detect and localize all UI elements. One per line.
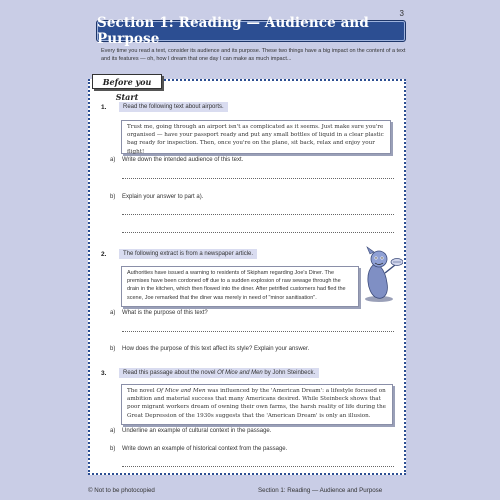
question-1b-letter: b) xyxy=(110,194,116,200)
cartoon-character-icon xyxy=(355,245,403,303)
question-1a-text: Write down the intended audience of this text. xyxy=(122,157,244,163)
answer-line[interactable] xyxy=(122,214,394,215)
answer-line[interactable] xyxy=(122,232,394,233)
question-1-textbox: Trust me, going through an airport isn't as complicated as it seems. Just make sure you're organised — have your passport ready and put any small bottles of liquid in a clear plastic bag ready for inspection. Then, once you're on the plane, sit back, relax and enjoy your flight! xyxy=(121,120,391,154)
question-3b-letter: b) xyxy=(110,446,116,452)
question-2-prompt: The following extract is from a newspaper article. xyxy=(119,249,257,259)
question-3-text-post: was influenced by the 'American Dream': a lifestyle focused on ambition and material success that many Americans desired. While Steinbeck shows that poor migrant workers dream of owning their own farms, the harsh reality of life during the Great Depression of the 1930s suggests that the 'American Dream' is only an illusion. xyxy=(127,388,386,419)
question-1-number: 1. xyxy=(101,104,107,111)
before-you-start-label: Before you Start xyxy=(92,74,162,89)
footer-section-title: Section 1: Reading — Audience and Purpose xyxy=(258,487,383,494)
question-2-number: 2. xyxy=(101,251,107,258)
question-3-text-pre: The novel xyxy=(127,388,157,394)
intro-text: Every time you read a text, consider its audience and its purpose. These two things have a big impact on the content of a text and its features — oh, how I dream that one day I can make as much impact... xyxy=(101,48,406,62)
footer-copyright: © Not to be photocopied xyxy=(88,487,155,494)
question-2a-letter: a) xyxy=(110,310,116,316)
question-3b-text: Write down an example of historical context from the passage. xyxy=(122,446,288,452)
question-1-prompt: Read the following text about airports. xyxy=(119,102,228,112)
question-1b xyxy=(110,194,203,200)
answer-line[interactable] xyxy=(122,178,394,179)
question-3-textbox xyxy=(121,384,393,425)
question-3a xyxy=(110,428,271,434)
question-3-prompt xyxy=(119,368,319,378)
answer-line[interactable] xyxy=(122,331,394,332)
page-number: 3 xyxy=(399,9,404,18)
question-2b xyxy=(110,346,309,352)
question-3b xyxy=(110,446,287,452)
question-2b-letter: b) xyxy=(110,346,116,352)
question-2b-text: How does the purpose of this text affect its style? Explain your answer. xyxy=(122,346,310,352)
answer-line[interactable] xyxy=(122,466,394,467)
question-3a-letter: a) xyxy=(110,428,116,434)
question-2-textbox: Authorities have issued a warning to residents of Skipham regarding Joe's Diner. The premises have been cordoned off due to a sudden explosion of raw sewage through the drain in the kitchen, which then flowed into the diner. After petrified customers had fled the scene, Joe remarked that the diner was merely in need of "minor sanitisation". xyxy=(121,266,359,307)
question-3a-text: Underline an example of cultural context in the passage. xyxy=(122,428,272,434)
question-2a-text: What is the purpose of this text? xyxy=(122,310,208,316)
question-3-text-title: Of Mice and Men xyxy=(156,388,206,394)
question-3-prompt-title: Of Mice and Men xyxy=(217,370,263,376)
question-3-prompt-post: by John Steinbeck. xyxy=(262,370,316,376)
question-3-number: 3. xyxy=(101,370,107,377)
question-1a-letter: a) xyxy=(110,157,116,163)
question-1a xyxy=(110,157,243,163)
question-3-prompt-pre: Read this passage about the novel xyxy=(123,370,218,376)
question-1b-text: Explain your answer to part a). xyxy=(122,194,204,200)
question-2a xyxy=(110,310,208,316)
section-title: Section 1: Reading — Audience and Purpose xyxy=(96,20,406,42)
